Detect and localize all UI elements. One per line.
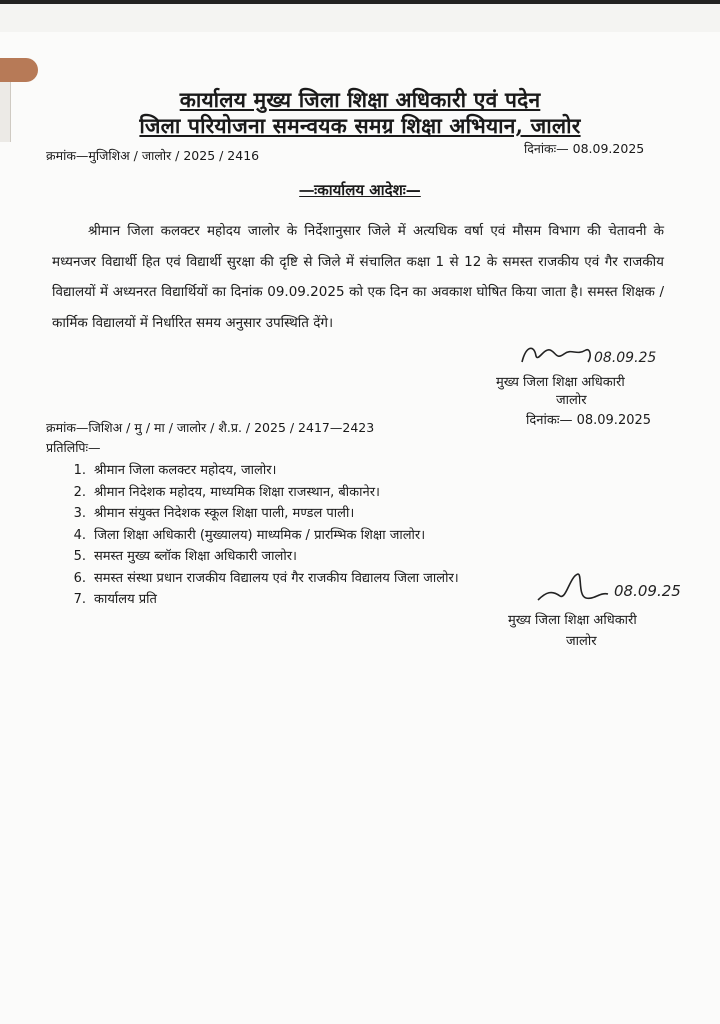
signature-2-date: 08.09.25 (614, 582, 681, 600)
list-item: 7. कार्यालय प्रति (73, 592, 157, 607)
signatory-place-1: जालोर (556, 393, 587, 408)
signatory-designation-2: मुख्य जिला शिक्षा अधिकारी (508, 613, 637, 628)
office-header-line2: जिला परियोजना समन्वयक समग्र शिक्षा अभियान, जालोर (139, 113, 581, 138)
list-item: 3. श्रीमान संयुक्त निदेशक स्कूल शिक्षा पाली, मण्डल पाली। (73, 506, 355, 521)
copy-label: प्रतिलिपिः— (46, 440, 101, 455)
signature-date-1: दिनांकः— 08.09.2025 (526, 413, 652, 428)
list-item: 5. समस्त मुख्य ब्लॉक शिक्षा अधिकारी जालोर। (73, 549, 297, 564)
list-item: 1. श्रीमान जिला कलक्टर महोदय, जालोर। (73, 463, 277, 478)
office-header-line1: कार्यालय मुख्य जिला शिक्षा अधिकारी एवं पदेन (179, 87, 541, 112)
top-dark-band (0, 0, 720, 4)
signatory-place-2: जालोर (566, 634, 597, 649)
signatory-designation-1: मुख्य जिला शिक्षा अधिकारी (496, 375, 625, 390)
handwritten-signature-1 (516, 332, 676, 374)
order-body: श्रीमान जिला कलक्टर महोदय जालोर के निर्देशानुसार जिले में अत्यधिक वर्षा एवं मौसम विभाग की चेतावनी के मध्यनजर विद्यार्थी हित एवं विद्यार्थी सुरक्षा की दृष्टि से जिले में संचालित कक्षा 1 से 12 के समस्त राजकीय एवं गैर राजकीय विद्यालयों में अध्यनरत विद्यार्थियों का दिनांक 09.09.2025 को एक दिन का अवकाश घोषित किया जाता है। समस्त शिक्षक / कार्मिक विद्यालयों में निर्धारित समय अनुसार उपस्थिति देंगे। (52, 223, 664, 331)
order-date: दिनांकः— 08.09.2025 (524, 141, 645, 156)
order-title: —ःकार्यालय आदेशः— (299, 181, 421, 199)
copy-recipients-list (52, 460, 459, 611)
thumb-edge (0, 58, 38, 82)
copy-reference-number: क्रमांक—जिशिअ / मु / मा / जालोर / शै.प्र. / 2025 / 2417—2423 (46, 420, 375, 435)
list-item: 6. समस्त संस्था प्रधान राजकीय विद्यालय एवं गैर राजकीय विद्यालय जिला जालोर। (73, 570, 459, 586)
signature-1-date: 08.09.25 (594, 350, 657, 366)
handwritten-signature-2 (534, 566, 704, 610)
list-item: 4. जिला शिक्षा अधिकारी (मुख्यालय) माध्यमिक / प्रारम्भिक शिक्षा जालोर। (73, 527, 426, 543)
reference-number: क्रमांक—मुजिशिअ / जालोर / 2025 / 2416 (46, 148, 260, 163)
list-item: 2. श्रीमान निदेशक महोदय, माध्यमिक शिक्षा राजस्थान, बीकानेर। (73, 484, 380, 500)
